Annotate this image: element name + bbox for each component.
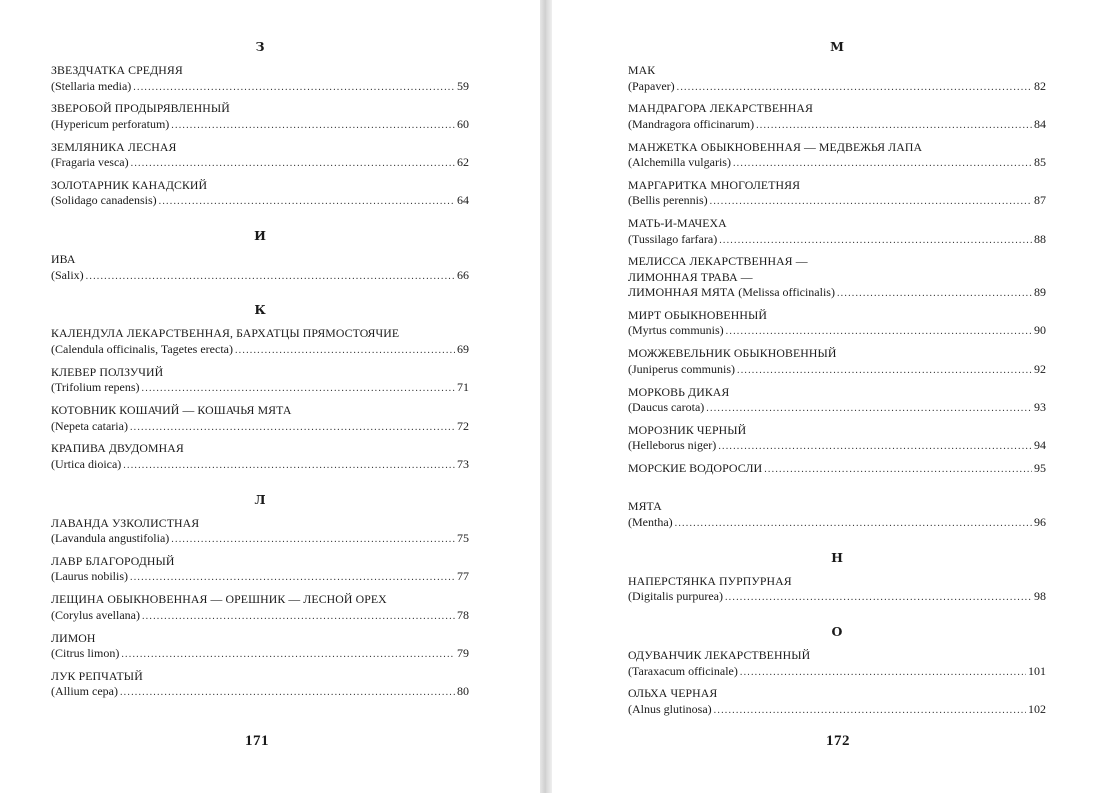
entry-page-number: 77	[457, 569, 469, 584]
dot-leader	[714, 703, 1026, 719]
entry-latin-line	[51, 531, 469, 548]
entry-latin-name: (Laurus nobilis)	[51, 569, 128, 584]
entry-latin-name: (Fragaria vesca)	[51, 155, 129, 170]
entry-title: МИРТ ОБЫКНОВЕННЫЙ	[628, 307, 767, 322]
index-entry[interactable]	[628, 346, 1046, 384]
entry-latin-line	[51, 193, 469, 210]
entry-title: ЛУК РЕПЧАТЫЙ	[51, 668, 143, 683]
entry-latin-line	[628, 362, 1046, 379]
dot-leader	[235, 343, 455, 359]
index-entry[interactable]	[628, 101, 1046, 139]
entry-latin-name: (Calendula officinalis, Tagetes erecta)	[51, 341, 233, 356]
dot-leader	[740, 665, 1026, 681]
index-entry[interactable]	[628, 308, 1046, 346]
entry-latin-line	[628, 589, 1046, 606]
entry-title: МАНЖЕТКА ОБЫКНОВЕННАЯ — МЕДВЕЖЬЯ ЛАПА	[628, 139, 923, 154]
dot-leader	[130, 420, 455, 436]
index-entry[interactable]	[51, 101, 469, 139]
entry-latin-name: (Mandragora officinarum)	[628, 116, 755, 131]
dot-leader	[837, 286, 1032, 302]
entry-title: ЗВЕРОБОЙ ПРОДЫРЯВЛЕННЫЙ	[51, 101, 230, 116]
dot-leader	[726, 324, 1032, 340]
index-entry[interactable]	[628, 63, 1046, 101]
entry-page-number: 75	[457, 531, 469, 546]
entry-title: МОРОЗНИК ЧЕРНЫЙ	[628, 422, 747, 437]
entry-page-number: 89	[1034, 285, 1046, 300]
entry-title: ЛАВР БЛАГОРОДНЫЙ	[51, 553, 175, 568]
section-letter: К	[254, 302, 266, 318]
entry-page-number: 69	[457, 341, 469, 356]
entry-page-number: 92	[1034, 361, 1046, 376]
entry-title: МОРКОВЬ ДИКАЯ	[628, 384, 730, 399]
entry-page-number: 93	[1034, 400, 1046, 415]
dot-leader	[733, 156, 1032, 172]
entry-page-number: 95	[1034, 461, 1046, 476]
dot-leader	[675, 516, 1032, 532]
dot-leader	[677, 80, 1032, 96]
entry-title: ЗЕМЛЯНИКА ЛЕСНАЯ	[51, 139, 177, 154]
entry-latin-line	[628, 193, 1046, 210]
entry-latin-name: (Myrtus communis)	[628, 323, 724, 338]
index-entry[interactable]	[628, 499, 1046, 537]
entry-latin-name: ЛИМОННАЯ МЯТА (Melissa officinalis)	[628, 285, 835, 300]
entry-latin-name: (Alchemilla vulgaris)	[628, 155, 731, 170]
entry-latin-line	[628, 323, 1046, 340]
entry-latin-name: (Citrus limon)	[51, 646, 120, 661]
dot-leader	[719, 233, 1032, 249]
right-page	[552, 0, 1093, 793]
entry-latin-line	[51, 569, 469, 586]
index-entry[interactable]	[628, 216, 1046, 254]
index-entry[interactable]	[51, 63, 469, 101]
entry-page-number: 90	[1034, 323, 1046, 338]
entry-title: НАПЕРСТЯНКА ПУРПУРНАЯ	[628, 573, 792, 588]
entry-latin-line	[51, 79, 469, 96]
index-entry[interactable]	[51, 140, 469, 178]
entry-page-number: 96	[1034, 514, 1046, 529]
entry-title: ОДУВАНЧИК ЛЕКАРСТВЕННЫЙ	[628, 648, 811, 663]
dot-leader	[159, 194, 455, 210]
left-index-column	[51, 37, 469, 707]
index-entry[interactable]	[51, 403, 469, 441]
entry-latin-name: (Bellis perennis)	[628, 193, 708, 208]
index-entry[interactable]	[628, 254, 1046, 308]
page-number: 171	[245, 733, 269, 749]
section-letter: О	[831, 624, 843, 640]
dot-leader	[737, 363, 1032, 379]
entry-latin-line	[51, 380, 469, 397]
entry-page-number: 62	[457, 155, 469, 170]
entry-latin-name: (Hypericum perforatum)	[51, 116, 170, 131]
entry-latin-name: (Helleborus niger)	[628, 438, 717, 453]
entry-latin-name: (Papaver)	[628, 78, 675, 93]
entry-latin-name: (Daucus carota)	[628, 400, 705, 415]
entry-title: ЛЕЩИНА ОБЫКНОВЕННАЯ — ОРЕШНИК — ЛЕСНОЙ ОРЕХ	[51, 592, 387, 607]
entry-latin-name: (Lavandula angustifolia)	[51, 531, 170, 546]
dot-leader	[133, 80, 455, 96]
entry-latin-line	[628, 155, 1046, 172]
dot-leader	[142, 609, 455, 625]
dot-leader	[142, 381, 455, 397]
dot-leader	[123, 458, 455, 474]
entry-title: КЛЕВЕР ПОЛЗУЧИЙ	[51, 364, 164, 379]
index-entry[interactable]	[51, 326, 469, 364]
entry-page-number: 80	[457, 684, 469, 699]
entry-latin-name: (Juniperus communis)	[628, 361, 735, 376]
index-entry[interactable]	[51, 631, 469, 669]
entry-latin-line	[51, 684, 469, 701]
entry-title: МЕЛИССА ЛЕКАРСТВЕННАЯ —	[628, 254, 808, 269]
index-entry[interactable]	[51, 178, 469, 216]
index-entry[interactable]	[51, 669, 469, 707]
entry-title: КРАПИВА ДВУДОМНАЯ	[51, 441, 184, 456]
index-entry[interactable]	[628, 423, 1046, 461]
entry-latin-name: (Allium cepa)	[51, 684, 118, 699]
right-index-column	[628, 37, 1046, 725]
dot-leader	[131, 156, 455, 172]
dot-leader	[130, 570, 455, 586]
entry-title: МЯТА	[628, 499, 662, 514]
entry-page-number: 84	[1034, 116, 1046, 131]
page-number: 172	[826, 733, 850, 749]
entry-latin-name: (Corylus avellana)	[51, 607, 140, 622]
entry-title: МАК	[628, 63, 656, 77]
section-letter: З	[255, 39, 265, 54]
entry-latin-name: (Solidago canadensis)	[51, 193, 157, 208]
entry-page-number: 78	[457, 607, 469, 622]
entry-latin-line	[628, 438, 1046, 455]
entry-page-number: 102	[1028, 701, 1046, 716]
entry-page-number: 85	[1034, 155, 1046, 170]
entry-latin-line	[51, 155, 469, 172]
entry-latin-name: (Trifolium repens)	[51, 380, 140, 395]
section-letter: И	[254, 228, 266, 244]
entry-page-number: 94	[1034, 438, 1046, 453]
entry-latin-line	[51, 117, 469, 134]
dot-leader	[725, 590, 1032, 606]
entry-page-number: 64	[457, 193, 469, 208]
entry-title: ЛАВАНДА УЗКОЛИСТНАЯ	[51, 515, 200, 530]
dot-leader	[710, 194, 1032, 210]
dot-leader	[718, 439, 1032, 455]
entry-latin-line	[51, 342, 469, 359]
entry-latin-line	[628, 285, 1046, 302]
entry-title-continued: ЛИМОННАЯ ТРАВА —	[628, 269, 753, 284]
entry-title: МАРГАРИТКА МНОГОЛЕТНЯЯ	[628, 177, 801, 192]
entry-title: КОТОВНИК КОШАЧИЙ — КОШАЧЬЯ МЯТА	[51, 403, 292, 418]
entry-page-number: 88	[1034, 231, 1046, 246]
entry-latin-name: (Taraxacum officinale)	[628, 663, 738, 678]
dot-leader	[86, 269, 455, 285]
entry-page-number: 87	[1034, 193, 1046, 208]
entry-latin-line	[628, 515, 1046, 532]
entry-latin-line	[51, 646, 469, 663]
dot-leader	[171, 532, 455, 548]
entry-page-number: 79	[457, 646, 469, 661]
entry-page-number: 82	[1034, 78, 1046, 93]
entry-title: МАТЬ-И-МАЧЕХА	[628, 216, 727, 231]
entry-latin-line	[51, 457, 469, 474]
section-letter: М	[830, 39, 844, 54]
entry-page-number: 66	[457, 267, 469, 282]
dot-leader	[756, 118, 1032, 134]
index-entry[interactable]	[51, 516, 469, 554]
entry-latin-line	[51, 608, 469, 625]
dot-leader	[706, 401, 1032, 417]
entry-title: ОЛЬХА ЧЕРНАЯ	[628, 686, 718, 701]
index-entry[interactable]	[628, 648, 1046, 686]
index-entry[interactable]	[51, 365, 469, 403]
entry-page-number: 73	[457, 456, 469, 471]
entry-latin-line	[628, 664, 1046, 681]
entry-latin-name: (Mentha)	[628, 514, 673, 529]
entry-title: ЗОЛОТАРНИК КАНАДСКИЙ	[51, 177, 208, 192]
index-entry[interactable]	[628, 574, 1046, 612]
entry-latin-name: МОРСКИЕ ВОДОРОСЛИ	[628, 461, 763, 476]
entry-page-number: 101	[1028, 663, 1046, 678]
entry-latin-line	[628, 232, 1046, 249]
index-entry[interactable]	[628, 178, 1046, 216]
entry-latin-name: (Salix)	[51, 267, 84, 282]
entry-title: МАНДРАГОРА ЛЕКАРСТВЕННАЯ	[628, 101, 813, 116]
entry-latin-name: (Stellaria media)	[51, 78, 132, 93]
entry-title: ЗВЕЗДЧАТКА СРЕДНЯЯ	[51, 63, 183, 77]
entry-latin-line	[628, 79, 1046, 96]
index-entry[interactable]	[51, 592, 469, 630]
entry-page-number: 60	[457, 116, 469, 131]
entry-latin-line	[51, 419, 469, 436]
entry-title: ЛИМОН	[51, 630, 96, 645]
entry-latin-line	[628, 117, 1046, 134]
book-gutter	[540, 0, 552, 793]
entry-page-number: 71	[457, 380, 469, 395]
entry-title: ИВА	[51, 252, 76, 267]
entry-latin-name: (Urtica dioica)	[51, 456, 122, 471]
section-letter: Л	[254, 491, 266, 507]
index-entry[interactable]	[51, 554, 469, 592]
index-entry[interactable]	[628, 686, 1046, 724]
entry-page-number: 59	[457, 78, 469, 93]
entry-latin-name: (Nepeta cataria)	[51, 418, 128, 433]
left-page	[0, 0, 540, 793]
entry-latin-line	[628, 702, 1046, 719]
index-entry[interactable]	[51, 252, 469, 290]
index-entry[interactable]	[628, 461, 1046, 499]
entry-latin-line	[628, 461, 1046, 478]
entry-latin-name: (Alnus glutinosa)	[628, 701, 712, 716]
entry-latin-name: (Digitalis purpurea)	[628, 589, 723, 604]
entry-latin-line	[628, 400, 1046, 417]
section-letter: Н	[831, 549, 843, 565]
dot-leader	[120, 685, 455, 701]
dot-leader	[171, 118, 455, 134]
index-entry[interactable]	[51, 441, 469, 479]
index-entry[interactable]	[628, 140, 1046, 178]
index-entry[interactable]	[628, 385, 1046, 423]
dot-leader	[764, 462, 1032, 478]
entry-page-number: 98	[1034, 589, 1046, 604]
entry-page-number: 72	[457, 418, 469, 433]
entry-title: МОЖЖЕВЕЛЬНИК ОБЫКНОВЕННЫЙ	[628, 346, 837, 361]
entry-title: КАЛЕНДУЛА ЛЕКАРСТВЕННАЯ, БАРХАТЦЫ ПРЯМОСТОЯЧИЕ	[51, 326, 400, 341]
dot-leader	[121, 647, 455, 663]
entry-latin-line	[51, 268, 469, 285]
entry-latin-name: (Tussilago farfara)	[628, 231, 718, 246]
